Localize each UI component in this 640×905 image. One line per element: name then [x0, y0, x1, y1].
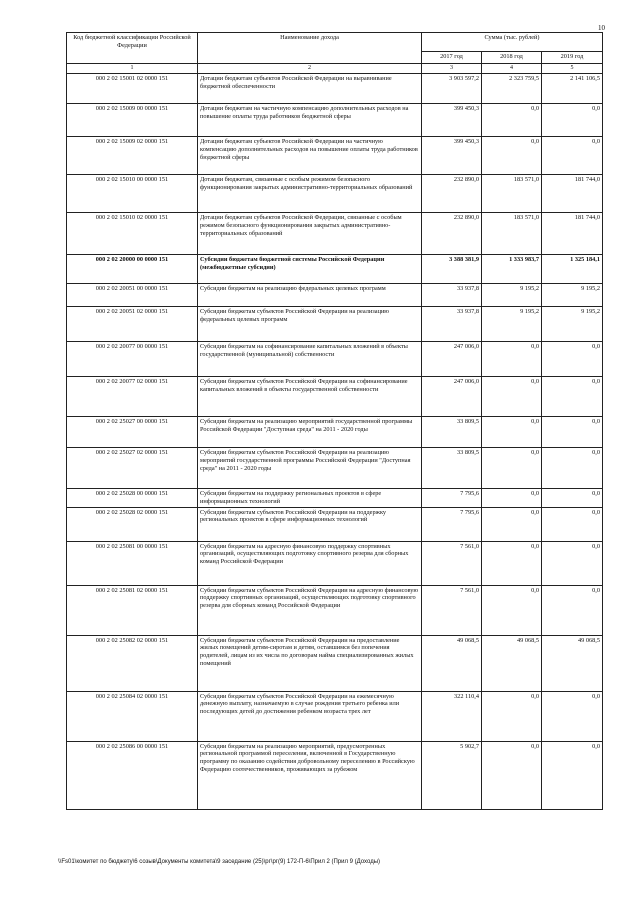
amount-2019-cell: 0,0	[542, 585, 603, 635]
revenue-name-cell: Дотации бюджетам на частичную компенсацию дополнительных расходов на повышение оплаты труда работников бюджетной сферы	[198, 104, 422, 137]
amount-2018-cell: 0,0	[482, 417, 542, 448]
col-number: 5	[542, 64, 603, 74]
budget-code-cell: 000 2 02 15010 02 0000 151	[67, 213, 198, 255]
budget-code-cell: 000 2 02 20000 00 0000 151	[67, 255, 198, 284]
table-row	[67, 489, 603, 507]
amount-2017-cell: 3 388 381,9	[422, 255, 482, 284]
amount-2019-cell: 0,0	[542, 741, 603, 809]
amount-2017-cell: 33 809,5	[422, 417, 482, 448]
amount-2017-cell: 7 561,0	[422, 585, 482, 635]
amount-2019-cell: 181 744,0	[542, 213, 603, 255]
amount-2019-cell: 1 325 184,1	[542, 255, 603, 284]
amount-2018-cell: 9 195,2	[482, 284, 542, 307]
table-row	[67, 307, 603, 342]
table-row	[67, 417, 603, 448]
amount-2017-cell: 33 937,8	[422, 284, 482, 307]
amount-2019-cell: 49 068,5	[542, 635, 603, 691]
amount-2019-cell: 0,0	[542, 377, 603, 417]
col-number: 2	[198, 64, 422, 74]
table-row	[67, 585, 603, 635]
budget-code-cell: 000 2 02 15009 00 0000 151	[67, 104, 198, 137]
amount-2018-cell: 1 333 983,7	[482, 255, 542, 284]
budget-code-cell: 000 2 02 25086 00 0000 151	[67, 741, 198, 809]
budget-code-cell: 000 2 02 20051 00 0000 151	[67, 284, 198, 307]
table-row	[67, 104, 603, 137]
amount-2018-cell: 0,0	[482, 489, 542, 507]
budget-code-cell: 000 2 02 20051 02 0000 151	[67, 307, 198, 342]
revenue-name-cell: Дотации бюджетам, связанные с особым режимом безопасного функционирования закрытых административно-территориальных образований	[198, 175, 422, 213]
budget-code-cell: 000 2 02 25028 02 0000 151	[67, 507, 198, 541]
revenue-name-cell: Субсидии бюджетам субъектов Российской Федерации на поддержку региональных проектов в сфере информационных технологий	[198, 507, 422, 541]
amount-2018-cell: 183 571,0	[482, 213, 542, 255]
revenue-name-cell: Дотации бюджетам субъектов Российской Федерации на выравнивание бюджетной обеспеченности	[198, 74, 422, 104]
amount-2017-cell: 3 903 597,2	[422, 74, 482, 104]
amount-2017-cell: 49 068,5	[422, 635, 482, 691]
budget-code-cell: 000 2 02 25028 00 0000 151	[67, 489, 198, 507]
amount-2017-cell: 399 450,3	[422, 137, 482, 175]
budget-code-cell: 000 2 02 25027 02 0000 151	[67, 448, 198, 489]
amount-2019-cell: 0,0	[542, 489, 603, 507]
header-year-2018: 2018 год	[482, 52, 542, 64]
amount-2018-cell: 0,0	[482, 691, 542, 741]
amount-2018-cell: 0,0	[482, 377, 542, 417]
amount-2018-cell: 183 571,0	[482, 175, 542, 213]
table-row	[67, 74, 603, 104]
amount-2018-cell: 0,0	[482, 137, 542, 175]
amount-2019-cell: 0,0	[542, 691, 603, 741]
header-name: Наименование дохода	[198, 33, 422, 64]
table-row	[67, 213, 603, 255]
amount-2018-cell: 0,0	[482, 342, 542, 377]
revenue-name-cell: Субсидии бюджетам субъектов Российской Федерации на предоставление жилых помещений детям-сиротам и детям, оставшимся без попечения родителей, лицам из их числа по договорам найма специализированных жилых помещений	[198, 635, 422, 691]
budget-code-cell: 000 2 02 15001 02 0000 151	[67, 74, 198, 104]
amount-2017-cell: 247 006,0	[422, 342, 482, 377]
amount-2017-cell: 7 561,0	[422, 541, 482, 585]
table-row	[67, 507, 603, 541]
amount-2019-cell: 0,0	[542, 507, 603, 541]
revenue-table	[66, 32, 603, 810]
revenue-name-cell: Дотации бюджетам субъектов Российской Федерации на частичную компенсацию дополнительных расходов на повышение оплаты труда работников бюджетной сферы	[198, 137, 422, 175]
amount-2017-cell: 247 006,0	[422, 377, 482, 417]
table-row	[67, 691, 603, 741]
amount-2019-cell: 0,0	[542, 342, 603, 377]
amount-2017-cell: 33 937,8	[422, 307, 482, 342]
budget-code-cell: 000 2 02 15010 00 0000 151	[67, 175, 198, 213]
budget-code-cell: 000 2 02 25082 02 0000 151	[67, 635, 198, 691]
revenue-name-cell: Субсидии бюджетам на адресную финансовую поддержку спортивных организаций, осуществляющих подготовку спортивного резерва для сборных команд Российской Федерации	[198, 541, 422, 585]
amount-2017-cell: 5 902,7	[422, 741, 482, 809]
revenue-name-cell: Субсидии бюджетам субъектов Российской Федерации на адресную финансовую поддержку спортивных организаций, осуществляющих подготовку спортивного резерва для сборных команд Российской Федерации	[198, 585, 422, 635]
amount-2018-cell: 0,0	[482, 507, 542, 541]
budget-code-cell: 000 2 02 25084 02 0000 151	[67, 691, 198, 741]
amount-2019-cell: 2 141 106,5	[542, 74, 603, 104]
table-row	[67, 541, 603, 585]
header-sum: Сумма (тыс. рублей)	[422, 33, 603, 52]
amount-2019-cell: 9 195,2	[542, 284, 603, 307]
amount-2018-cell: 0,0	[482, 585, 542, 635]
budget-code-cell: 000 2 02 25081 02 0000 151	[67, 585, 198, 635]
amount-2018-cell: 0,0	[482, 104, 542, 137]
amount-2017-cell: 232 890,0	[422, 213, 482, 255]
amount-2017-cell: 33 809,5	[422, 448, 482, 489]
revenue-name-cell: Субсидии бюджетам на реализацию федеральных целевых программ	[198, 284, 422, 307]
budget-code-cell: 000 2 02 15009 02 0000 151	[67, 137, 198, 175]
amount-2019-cell: 181 744,0	[542, 175, 603, 213]
amount-2018-cell: 2 323 759,5	[482, 74, 542, 104]
amount-2017-cell: 7 795,6	[422, 489, 482, 507]
amount-2018-cell: 0,0	[482, 541, 542, 585]
table-row	[67, 741, 603, 809]
amount-2018-cell: 9 195,2	[482, 307, 542, 342]
header-code: Код бюджетной классификации Российской Федерации	[67, 33, 198, 64]
table-row	[67, 175, 603, 213]
amount-2019-cell: 0,0	[542, 104, 603, 137]
amount-2017-cell: 232 890,0	[422, 175, 482, 213]
amount-2019-cell: 9 195,2	[542, 307, 603, 342]
revenue-name-cell: Субсидии бюджетам на реализацию мероприятий государственной программы Российской Федерации "Доступная среда" на 2011 - 2020 годы	[198, 417, 422, 448]
revenue-name-cell: Субсидии бюджетам субъектов Российской Федерации на реализацию федеральных целевых программ	[198, 307, 422, 342]
amount-2017-cell: 399 450,3	[422, 104, 482, 137]
table-row	[67, 284, 603, 307]
table-row	[67, 137, 603, 175]
table-row	[67, 377, 603, 417]
revenue-name-cell: Субсидии бюджетам на поддержку региональных проектов в сфере информационных технологий	[198, 489, 422, 507]
amount-2017-cell: 7 795,6	[422, 507, 482, 541]
page-number: 10	[598, 24, 605, 32]
budget-code-cell: 000 2 02 20077 02 0000 151	[67, 377, 198, 417]
budget-code-cell: 000 2 02 20077 00 0000 151	[67, 342, 198, 377]
table-row	[67, 635, 603, 691]
revenue-name-cell: Субсидии бюджетам бюджетной системы Российской Федерации (межбюджетные субсидии)	[198, 255, 422, 284]
amount-2018-cell: 0,0	[482, 741, 542, 809]
revenue-name-cell: Субсидии бюджетам субъектов Российской Федерации на ежемесячную денежную выплату, назначаемую в случае рождения третьего ребенка или последующих детей до достижения ребенком возраста трех лет	[198, 691, 422, 741]
amount-2018-cell: 0,0	[482, 448, 542, 489]
col-number: 1	[67, 64, 198, 74]
header-year-2019: 2019 год	[542, 52, 603, 64]
budget-code-cell: 000 2 02 25081 00 0000 151	[67, 541, 198, 585]
amount-2019-cell: 0,0	[542, 541, 603, 585]
amount-2019-cell: 0,0	[542, 137, 603, 175]
revenue-name-cell: Субсидии бюджетам на софинансирование капитальных вложений в объекты государственной (муниципальной) собственности	[198, 342, 422, 377]
amount-2018-cell: 49 068,5	[482, 635, 542, 691]
amount-2019-cell: 0,0	[542, 448, 603, 489]
budget-code-cell: 000 2 02 25027 00 0000 151	[67, 417, 198, 448]
amount-2017-cell: 322 110,4	[422, 691, 482, 741]
file-path-footer: \\Fs01\комитет по бюджету\6 созыв\Документы комитета\9 заседание (25)\рг\рг(9) 172-П-6\Прил 2 (Прил 9 (Доходы)	[58, 859, 381, 865]
table-row	[67, 255, 603, 284]
revenue-name-cell: Субсидии бюджетам субъектов Российской Федерации на софинансирование капитальных вложений в объекты государственной собственности	[198, 377, 422, 417]
table-row	[67, 448, 603, 489]
header-year-2017: 2017 год	[422, 52, 482, 64]
col-number: 3	[422, 64, 482, 74]
amount-2019-cell: 0,0	[542, 417, 603, 448]
revenue-name-cell: Дотации бюджетам субъектов Российской Федерации, связанные с особым режимом безопасного функционирования закрытых административно-территориальных образований	[198, 213, 422, 255]
col-number: 4	[482, 64, 542, 74]
table-row	[67, 342, 603, 377]
revenue-name-cell: Субсидии бюджетам на реализацию мероприятий, предусмотренных региональной программой переселения, включенной в Государственную программу по оказанию содействия добровольному переселению в Российскую Федерацию соотечественников, проживающих за рубежом	[198, 741, 422, 809]
revenue-name-cell: Субсидии бюджетам субъектов Российской Федерации на реализацию мероприятий государственной программы Российской Федерации "Доступная среда" на 2011 - 2020 годы	[198, 448, 422, 489]
